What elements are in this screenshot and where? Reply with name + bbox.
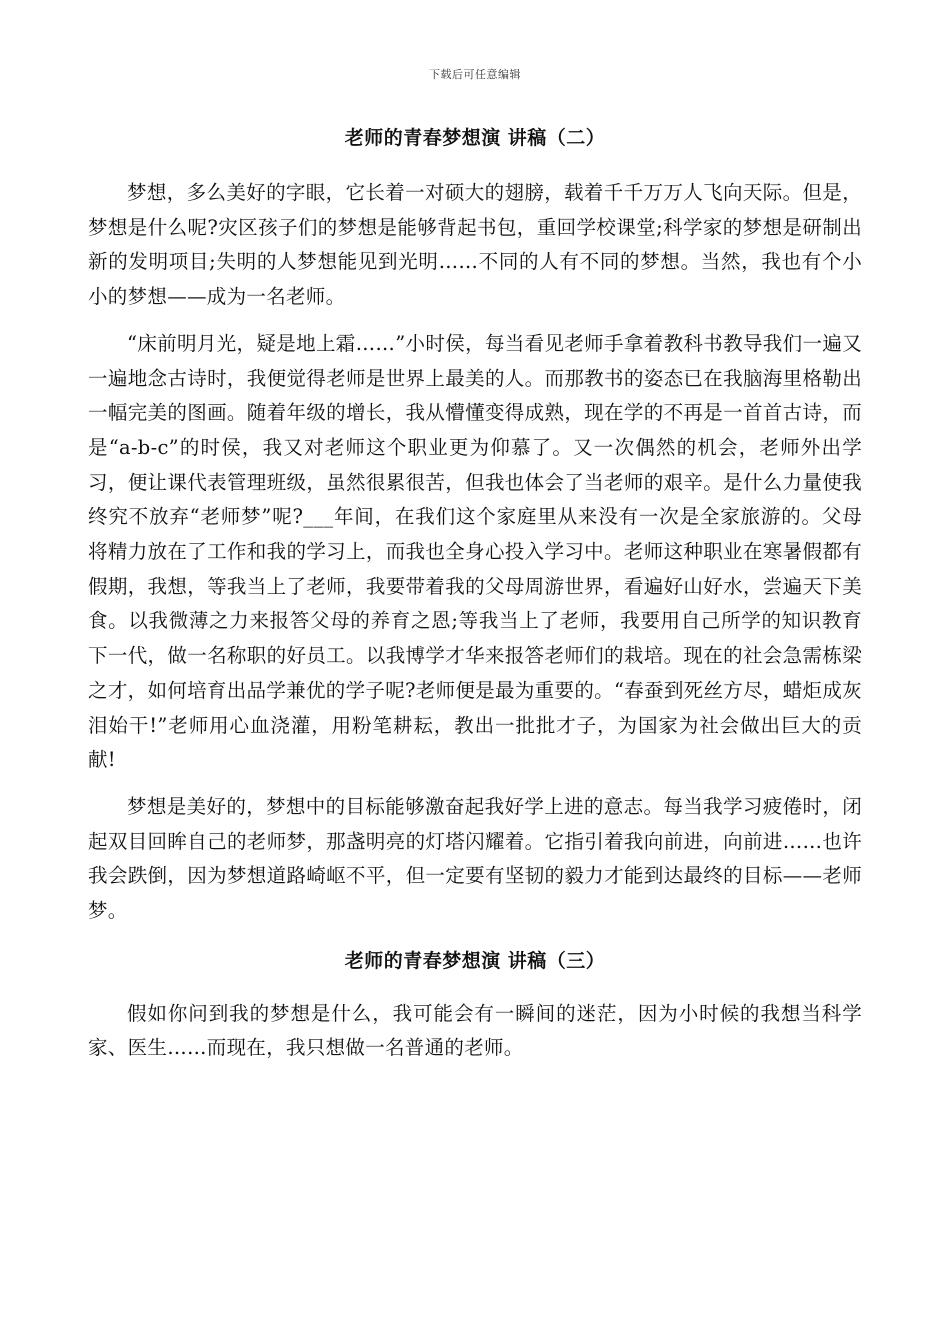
paragraph: 梦想，多么美好的字眼，它长着一对硕大的翅膀，载着千千万万人飞向天际。但是，梦想是什么呢?灾区孩子们的梦想是能够背起书包，重回学校课堂;科学家的梦想是研制出新的发明项目;失明的人梦想能见到光明……不同的人有不同的梦想。当然，我也有个小小的梦想——成为一名老师。 [88,181,862,309]
paragraph: “床前明月光，疑是地上霜……”小时侯，每当看见老师手拿着教科书教导我们一遍又一遍地念古诗时，我便觉得老师是世界上最美的人。而那教书的姿态已在我脑海里格勒出一幅完美的图画。随着年级的增长，我从懵懂变得成熟，现在学的不再是一首首古诗，而是“a-b-c”的时侯，我又对老师这个职业更为仰慕了。又一次偶然的机会，老师外出学习，便让课代表管理班级，虽然很累很苦，但我也体会了当老师的艰辛。是什么力量使我终究不放弃“老师梦”呢?___年间，在我们这个家庭里从来没有一次是全家旅游的。父母将精力放在了工作和我的学习上，而我也全身心投入学习中。老师这种职业在寒暑假都有假期，我想，等我当上了老师，我要带着我的父母周游世界，看遍好山好水，尝遍天下美食。以我微薄之力来报答父母的养育之恩;等我当上了老师，我要用自己所学的知识教育下一代，做一名称职的好员工。以我博学才华来报答老师们的栽培。现在的社会急需栋梁之才，如何培育出品学兼优的学子呢?老师便是最为重要的。“春蚕到死丝方尽，蜡炬成灰泪始干!”老师用心血浇灌，用粉笔耕耘，教出一批批才子，为国家为社会做出巨大的贡献! [88,331,862,772]
paragraph: 假如你问到我的梦想是什么，我可能会有一瞬间的迷茫，因为小时候的我想当科学家、医生……而现在，我只想做一名普通的老师。 [88,1001,862,1060]
header-note: 下载后可任意编辑 [429,68,521,81]
section-title: 老师的青春梦想演 讲稿（三） [344,949,606,972]
document-body [88,118,862,1078]
section-title: 老师的青春梦想演 讲稿（二） [344,127,606,149]
paragraph: 梦想是美好的，梦想中的目标能够激奋起我好学上进的意志。每当我学习疲倦时，闭起双目回眸自己的老师梦，那盏明亮的灯塔闪耀着。它指引着我向前进，向前进……也许我会跌倒，因为梦想道路崎岖不平，但一定要有坚韧的毅力才能到达最终的目标——老师梦。 [88,794,862,923]
